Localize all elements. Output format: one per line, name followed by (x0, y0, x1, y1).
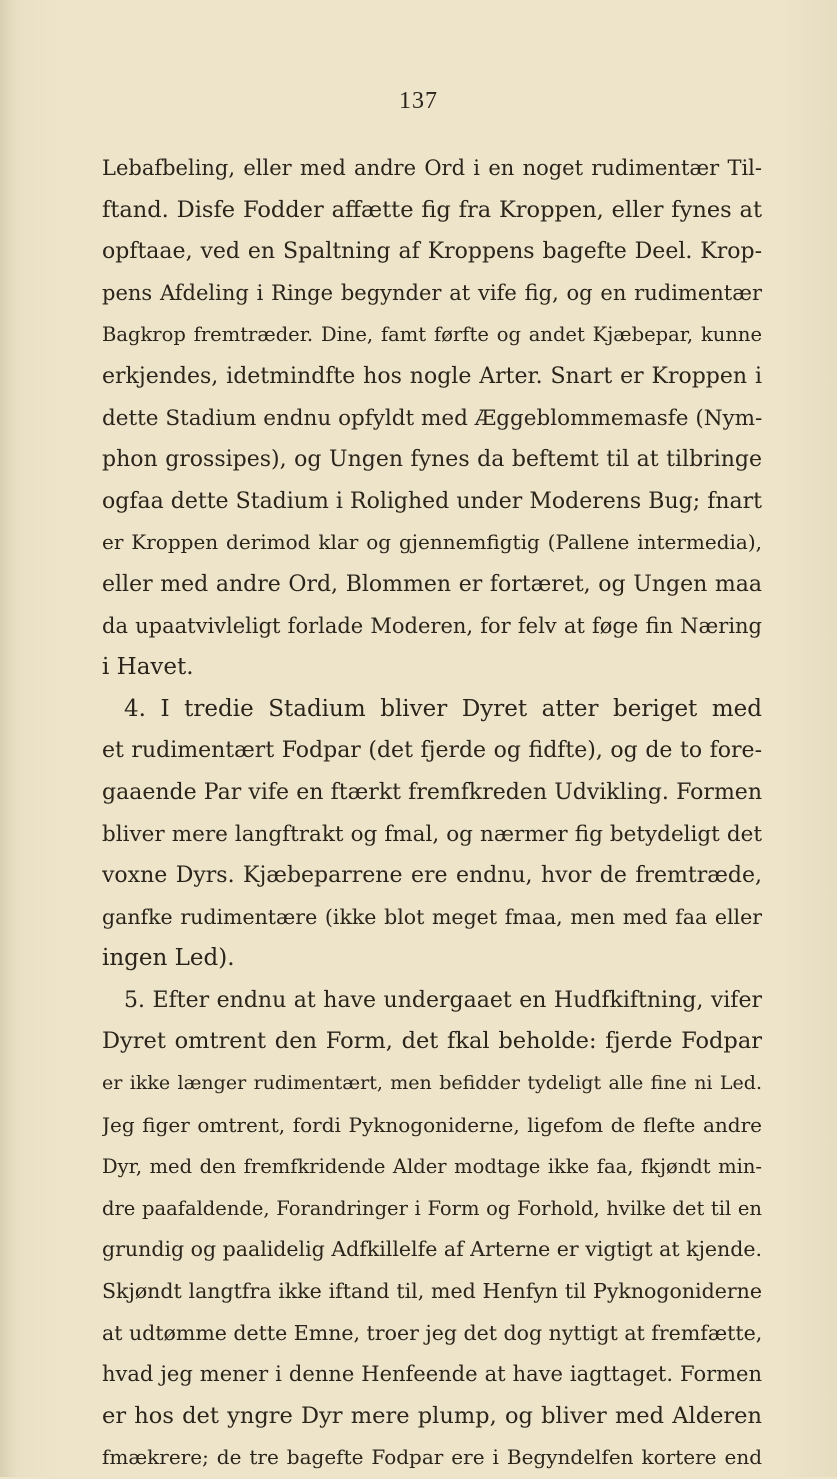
text-line: phon grossipes), og Ungen fynes da beftemt til at tilbringe (102, 447, 762, 473)
text-line: dre paafaldende, Forandringer i Form og Forhold, hvilke det til en (102, 1196, 762, 1220)
text-line: hvad jeg mener i denne Henfeende at have iagttaget. Formen (102, 1362, 762, 1387)
text-line: erkjendes, idetmindfte hos nogle Arter. Snart er Kroppen i (102, 363, 762, 389)
text-line: Dyr, med den fremfkridende Alder modtage ikke faa, fkjøndt min- (102, 1155, 762, 1179)
page-number: 137 (399, 88, 438, 114)
text-line: at udtømme dette Emne, troer jeg det dog nyttigt at fremfætte, (102, 1320, 762, 1345)
text-line: er Kroppen derimod klar og gjennemfigtig (Pallene intermedia), (102, 530, 762, 555)
text-line: Bagkrop fremtræder. Dine, famt førfte og andet Kjæbepar, kunne (102, 323, 762, 347)
text-line: gaaende Par vife en ftærkt fremfkreden Udvikling. Formen (102, 779, 762, 805)
text-line: grundig og paalidelig Adfkillelfe af Arterne er vigtigt at kjende. (102, 1237, 762, 1262)
text-line: pens Afdeling i Ringe begynder at vife fig, og en rudimentær (102, 280, 762, 305)
text-line: bliver mere langftrakt og fmal, og nærmer fig betydeligt det (102, 821, 762, 847)
text-line: er ikke længer rudimentært, men befidder tydeligt alle fine ni Led. (102, 1072, 762, 1095)
text-line: fmækrere; de tre bagefte Fodpar ere i Begyndelfen kortere end (102, 1445, 762, 1470)
text-line: ganfke rudimentære (ikke blot meget fmaa, men med faa eller (102, 904, 762, 929)
body-text (102, 148, 762, 1479)
text-line: ftand. Disfe Fodder affætte fig fra Kroppen, eller fynes at (102, 196, 762, 223)
text-line: 5. Efter endnu at have undergaaet en Hudfkiftning, vifer (124, 987, 762, 1013)
text-line: Lebafbeling, eller med andre Ord i en noget rudimentær Til- (102, 156, 762, 180)
text-line: Jeg figer omtrent, fordi Pyknogoniderne, ligefom de flefte andre (102, 1112, 762, 1137)
text-line: dette Stadium endnu opfyldt med Æggeblommemasfe (Nym- (102, 405, 762, 431)
text-line: voxne Dyrs. Kjæbeparrene ere endnu, hvor de fremtræde, (102, 863, 762, 889)
text-line: 4. I tredie Stadium bliver Dyret atter beriget med (124, 695, 762, 722)
text-line: opftaae, ved en Spaltning af Kroppens bagefte Deel. Krop- (102, 239, 762, 265)
text-line: Skjøndt langtfra ikke iftand til, med Henfyn til Pyknogoniderne (102, 1279, 762, 1304)
text-line: Dyret omtrent den Form, det fkal beholde: fjerde Fodpar (102, 1028, 762, 1055)
text-line: er hos det yngre Dyr mere plump, og bliver med Alderen (102, 1402, 762, 1429)
text-line: eller med andre Ord, Blommen er fortæret, og Ungen maa (102, 571, 762, 597)
text-line: ogfaa dette Stadium i Rolighed under Moderens Bug; fnart (102, 488, 762, 514)
text-line: et rudimentært Fodpar (det fjerde og fidfte), og de to fore- (102, 738, 762, 764)
text-line: da upaatvivleligt forlade Moderen, for felv at føge fin Næring (102, 613, 762, 638)
text-line: ingen Led). (102, 945, 235, 972)
text-line: i Havet. (102, 654, 194, 681)
